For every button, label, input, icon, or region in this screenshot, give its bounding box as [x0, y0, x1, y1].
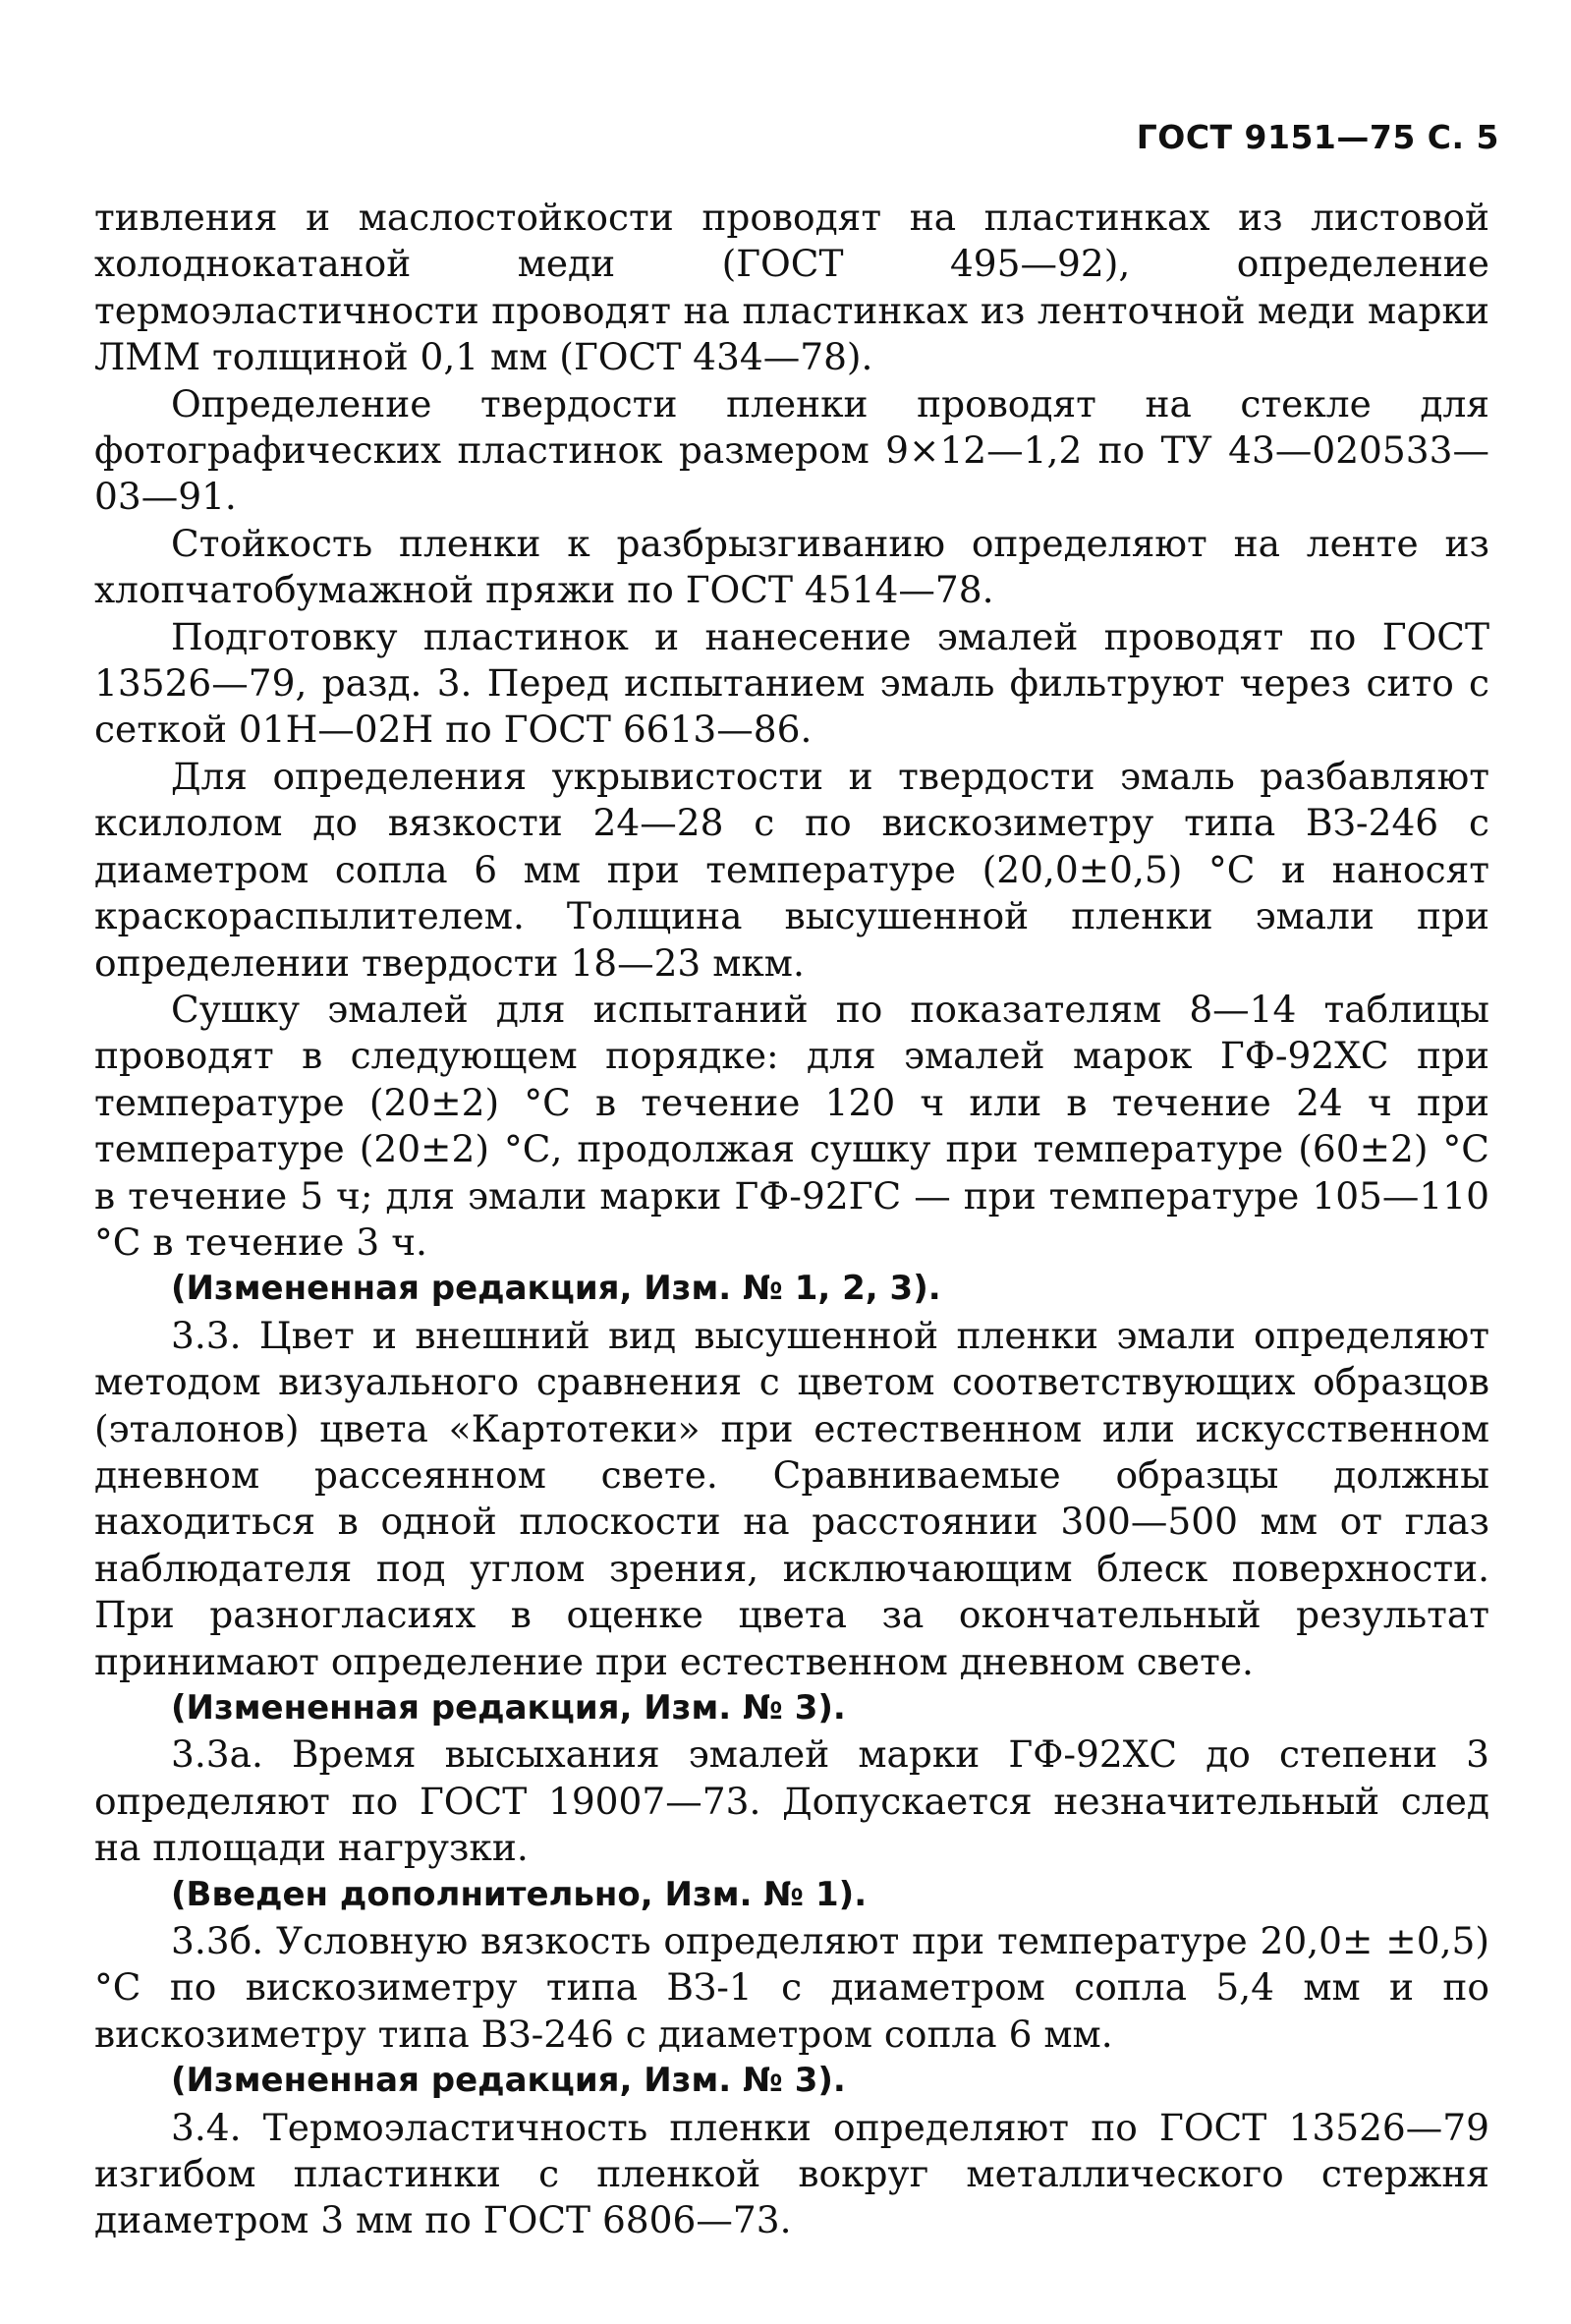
amendment-note: (Введен дополнительно, Изм. № 1).	[171, 1874, 868, 1914]
amendment-note: (Измененная редакция, Изм. № 1, 2, 3).	[171, 1269, 941, 1309]
clause-3-4: 3.4. Термоэластичность пленки определяют по ГОСТ 13526—79 изгибом пластинки с пленкой вокруг металлического стержня диаметром 3 мм по ГОСТ 6806—73.	[94, 2105, 1489, 2242]
paragraph-hardness-glass: Определение твердости пленки проводят на стекле для фотографических пластинок размером 9×12—1,2 по ТУ 43—020533—03—91.	[94, 381, 1489, 519]
paragraph-splash-resistance: Стойкость пленки к разбрызгиванию определяют на ленте из хлопчатобумажной пряжи по ГОСТ 4514—78.	[94, 521, 1489, 612]
amendment-note: (Измененная редакция, Изм. № 3).	[171, 1688, 846, 1728]
running-header: ГОСТ 9151—75 С. 5	[1136, 118, 1499, 156]
amendment-note: (Измененная редакция, Изм. № 3).	[171, 2061, 846, 2101]
paragraph-dilution: Для определения укрывистости и твердости эмаль разбавляют ксилолом до вязкости 24—28 с по вискозиметру типа ВЗ-246 с диаметром сопла 6 мм при температуре (20,0±0,5) °С и наносят краскораспылителем. Толщина высушенной пленки эмали при определении твердости 18—23 мкм.	[94, 754, 1489, 985]
document-page	[94, 118, 1499, 2280]
paragraph-continuation: тивления и маслостойкости проводят на пластинках из листовой холоднокатаной меди (ГОСТ 495—92), определение термоэластичности проводят на пластинках из ленточной меди марки ЛММ толщиной 0,1 мм (ГОСТ 434—78).	[94, 196, 1489, 379]
clause-3-3b: 3.3б. Условную вязкость определяют при температуре 20,0± ±0,5) °С по вискозиметру типа ВЗ-1 с диаметром сопла 5,4 мм и по вискозиметру типа ВЗ-246 с диаметром сопла 6 мм.	[94, 1919, 1489, 2056]
paragraph-drying: Сушку эмалей для испытаний по показателям 8—14 таблицы проводят в следующем порядке: для эмалей марок ГФ-92ХС при температуре (20±2) °С в течение 120 ч или в течение 24 ч при температуре (20±2) °С, продолжая сушку при температуре (60±2) °С в течение 5 ч; для эмали марки ГФ-92ГС — при температуре 105—110 °С в течение 3 ч.	[94, 987, 1489, 1264]
body-text	[94, 195, 1489, 2244]
clause-3-3a: 3.3а. Время высыхания эмалей марки ГФ-92ХС до степени 3 определяют по ГОСТ 19007—73. Допускается незначительный след на площади нагрузки.	[94, 1732, 1489, 1870]
clause-3-3: 3.3. Цвет и внешний вид высушенной пленки эмали определяют методом визуального сравнения с цветом соответствующих образцов (эталонов) цвета «Картотеки» при естественном или искусственном дневном рассеянном свете. Сравниваемые образцы должны находиться в одной плоскости на расстоянии 300—500 мм от глаз наблюдателя под углом зрения, исключающим блеск поверхности. При разногласиях в оценке цвета за окончательный результат принимают определение при естественном дневном свете.	[94, 1313, 1489, 1683]
paragraph-plate-preparation: Подготовку пластинок и нанесение эмалей проводят по ГОСТ 13526—79, разд. 3. Перед испытанием эмаль фильтруют через сито с сеткой 01Н—02Н по ГОСТ 6613—86.	[94, 614, 1489, 752]
